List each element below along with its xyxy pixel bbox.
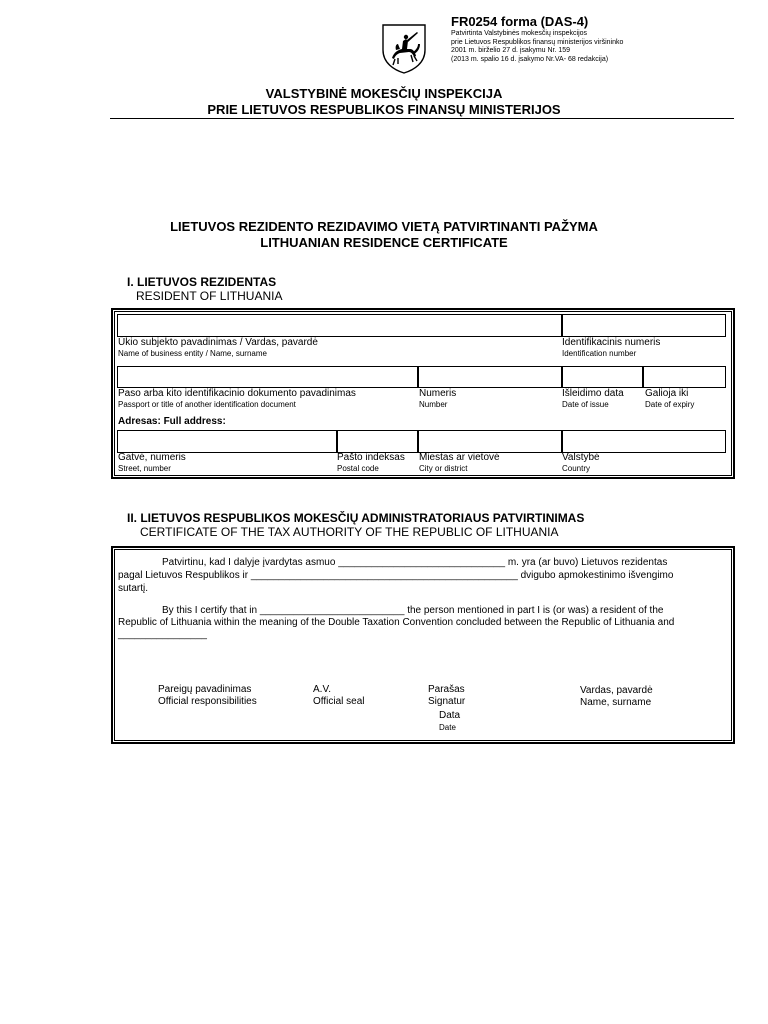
date-label: Data [439,710,461,721]
issue-date-label: Išleidimo data [562,388,624,399]
country-label: Valstybė [562,452,600,463]
signature-label: Parašas [428,684,465,695]
address-label: Adresas: Full address: [118,416,226,427]
passport-label: Paso arba kito identifikacinio dokumento pavadinimas [118,388,356,399]
section2-heading: II. LIETUVOS RESPUBLIKOS MOKESČIŲ ADMINISTRATORIAUS PATVIRTINIMAS [127,511,585,525]
document-number-field[interactable] [418,366,562,388]
institution-subname: PRIE LIETUVOS RESPUBLIKOS FINANSŲ MINISTERIJOS [207,102,561,117]
vytis-coat-of-arms-icon [380,22,428,74]
issue-date-field[interactable] [562,366,643,388]
street-field[interactable] [117,430,337,453]
seal-label: A.V. [313,684,331,695]
header-divider [110,118,734,119]
approval-line: prie Lietuvos Respublikos finansų ministerijos viršininko [451,38,624,46]
position-label: Pareigų pavadinimas [158,684,252,695]
institution-name: VALSTYBINĖ MOKESČIŲ INSPEKCIJA [265,86,503,101]
section1-subheading: RESIDENT OF LITHUANIA [136,289,283,303]
section1-heading: I. LIETUVOS REZIDENTAS [127,275,277,289]
document-title-en: LITHUANIAN RESIDENCE CERTIFICATE [260,235,508,250]
certify-lt-line3: sutartį. [118,583,149,594]
official-name-label-en: Name, surname [580,697,652,708]
approval-line: Patvirtinta Valstybinės mokesčių inspekcijos [451,30,588,37]
passport-label-en: Passport or title of another identification document [118,400,296,409]
approval-note [451,30,623,64]
document-number-label-en: Number [419,400,448,409]
expiry-date-label: Galioja iki [645,388,689,399]
country-field[interactable] [562,430,726,453]
certify-en-line3: ________________ [118,629,207,640]
approval-line: (2013 m. spalio 16 d. įsakymo Nr.VA- 68 redakcija) [451,55,609,63]
certify-lt-line2: pagal Lietuvos Respublikos ir ________________________________________________ dvigubo apmokestinimo išvengimo [118,570,674,581]
city-label-en: City or district [419,464,468,473]
id-number-field[interactable] [562,314,726,337]
certify-en-line2: Republic of Lithuania within the meaning of the Double Taxation Convention concluded between the Republic of Lithuania and [118,617,675,628]
city-label: Miestas ar vietovė [419,452,500,463]
document-number-label: Numeris [419,388,457,399]
signature-label-en: Signatur [428,696,466,707]
section2-subheading: CERTIFICATE OF THE TAX AUTHORITY OF THE REPUBLIC OF LITHUANIA [140,525,559,539]
form-code: FR0254 forma (DAS-4) [451,14,589,29]
name-label: Ūkio subjekto pavadinimas / Vardas, pavardė [118,337,318,348]
seal-label-en: Official seal [313,696,365,707]
certify-lt-line1: Patvirtinu, kad I dalyje įvardytas asmuo ______________________________ m. yra (ar buvo) Lietuvos rezidentas [162,557,668,568]
document-title-lt: LIETUVOS REZIDENTO REZIDAVIMO VIETĄ PATVIRTINANTI PAŽYMA [170,219,598,234]
approval-line: 2001 m. birželio 27 d. įsakymu Nr. 159 [451,47,571,54]
name-label-en: Name of business entity / Name, surname [118,349,267,358]
street-label: Gatvė, numeris [118,452,186,463]
date-label-en: Date [439,723,456,732]
passport-field[interactable] [117,366,418,388]
issue-date-label-en: Date of issue [562,400,609,409]
postal-code-field[interactable] [337,430,418,453]
postal-code-label-en: Postal code [337,464,379,473]
expiry-date-label-en: Date of expiry [645,400,695,409]
id-number-label: Identifikacinis numeris [562,337,661,348]
postal-code-label: Pašto indeksas [337,452,405,463]
city-field[interactable] [418,430,562,453]
name-field[interactable] [117,314,562,337]
street-label-en: Street, number [118,464,171,473]
id-number-label-en: Identification number [562,349,637,358]
certify-en-line1: By this I certify that in __________________________ the person mentioned in part I is (or was) a resident of the [162,605,664,616]
official-name-label: Vardas, pavardė [580,685,653,696]
country-label-en: Country [562,464,591,473]
expiry-date-field[interactable] [643,366,726,388]
position-label-en: Official responsibilities [158,696,257,707]
